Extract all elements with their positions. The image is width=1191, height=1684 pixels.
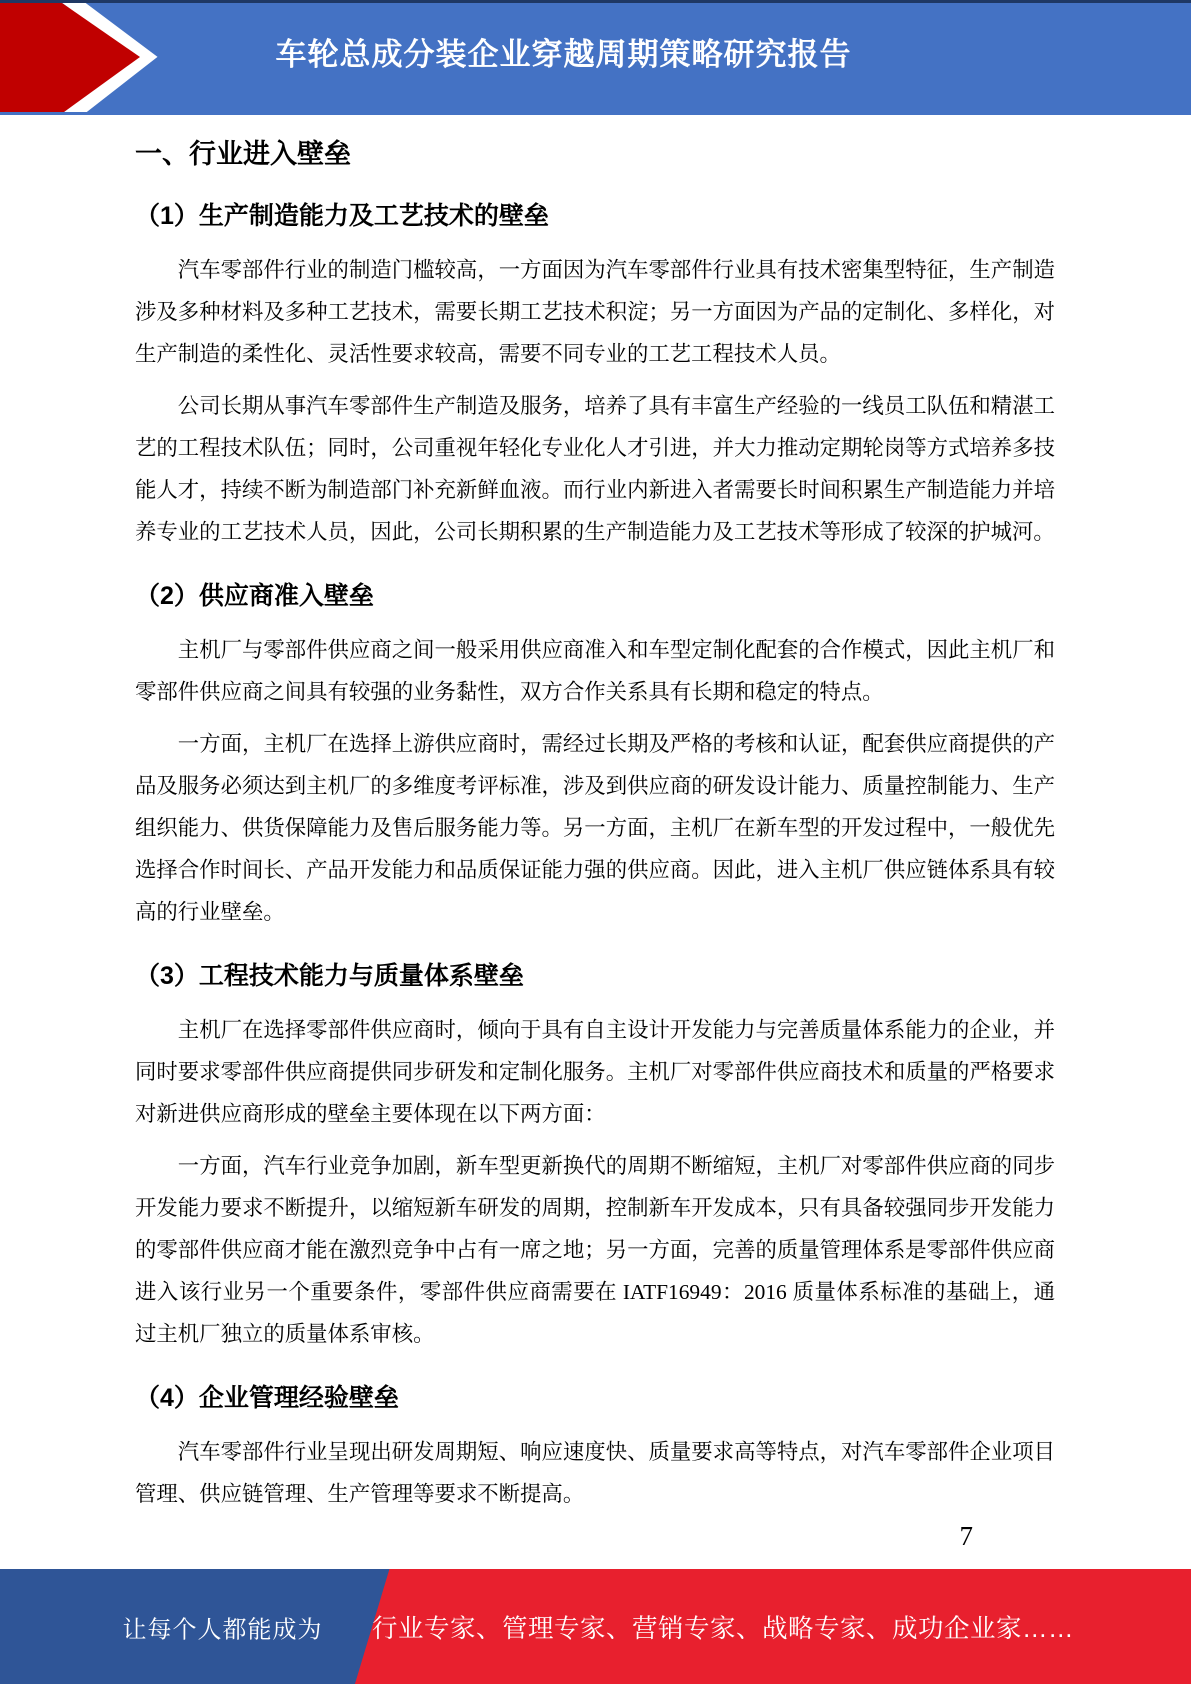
paragraph: 一方面，汽车行业竞争加剧，新车型更新换代的周期不断缩短，主机厂对零部件供应商的同步开发能力要求不断提升，以缩短新车研发的周期，控制新车开发成本，只有具备较强同步开发能力的零部件供应商才能在激烈竞争中占有一席之地；另一方面，完善的质量管理体系是零部件供应商进入该行业另一个重要条件，零部件供应商需要在 IATF16949：2016 质量体系标准的基础上，通过主机厂独立的质量体系审核。 [135, 1154, 1055, 1346]
paragraph: 汽车零部件行业的制造门槛较高，一方面因为汽车零部件行业具有技术密集型特征，生产制造涉及多种材料及多种工艺技术，需要长期工艺技术积淀；另一方面因为产品的定制化、多样化，对生产制造的柔性化、灵活性要求较高，需要不同专业的工艺工程技术人员。 [135, 258, 1055, 366]
page-number: 7 [959, 1521, 973, 1551]
document-body [0, 115, 1191, 1553]
page-footer [0, 1569, 1191, 1684]
paragraph: 公司长期从事汽车零部件生产制造及服务，培养了具有丰富生产经验的一线员工队伍和精湛工艺的工程技术队伍；同时，公司重视年轻化专业化人才引进，并大力推动定期轮岗等方式培养多技能人才，持续不断为制造部门补充新鲜血液。而行业内新进入者需要长时间积累生产制造能力并培养专业的工艺技术人员，因此，公司长期积累的生产制造能力及工艺技术等形成了较深的护城河。 [135, 394, 1055, 544]
section-3-heading: （3）工程技术能力与质量体系壁垒 [135, 962, 524, 990]
chapter-heading: 一、行业进入壁垒 [135, 139, 351, 169]
footer-slogan-right: 行业专家、管理专家、营销专家、战略专家、成功企业家…… [372, 1614, 1075, 1643]
section-1-heading: （1）生产制造能力及工艺技术的壁垒 [135, 202, 549, 230]
section-2-heading: （2）供应商准入壁垒 [135, 582, 374, 610]
report-title: 车轮总成分装企业穿越周期策略研究报告 [275, 37, 852, 72]
paragraph: 主机厂在选择零部件供应商时，倾向于具有自主设计开发能力与完善质量体系能力的企业，并同时要求零部件供应商提供同步研发和定制化服务。主机厂对零部件供应商技术和质量的严格要求对新进供应商形成的壁垒主要体现在以下两方面： [135, 1018, 1055, 1126]
paragraph: 汽车零部件行业呈现出研发周期短、响应速度快、质量要求高等特点，对汽车零部件企业项目管理、供应链管理、生产管理等要求不断提高。 [135, 1440, 1055, 1506]
paragraph: 主机厂与零部件供应商之间一般采用供应商准入和车型定制化配套的合作模式，因此主机厂和零部件供应商之间具有较强的业务黏性，双方合作关系具有长期和稳定的特点。 [135, 638, 1055, 704]
paragraph: 一方面，主机厂在选择上游供应商时，需经过长期及严格的考核和认证，配套供应商提供的产品及服务必须达到主机厂的多维度考评标准，涉及到供应商的研发设计能力、质量控制能力、生产组织能力、供货保障能力及售后服务能力等。另一方面，主机厂在新车型的开发过程中，一般优先选择合作时间长、产品开发能力和品质保证能力强的供应商。因此，进入主机厂供应链体系具有较高的行业壁垒。 [135, 732, 1055, 924]
footer-slogan-left: 让每个人都能成为 [122, 1616, 323, 1643]
section-4-heading: （4）企业管理经验壁垒 [135, 1384, 399, 1412]
page-header [0, 0, 1191, 115]
